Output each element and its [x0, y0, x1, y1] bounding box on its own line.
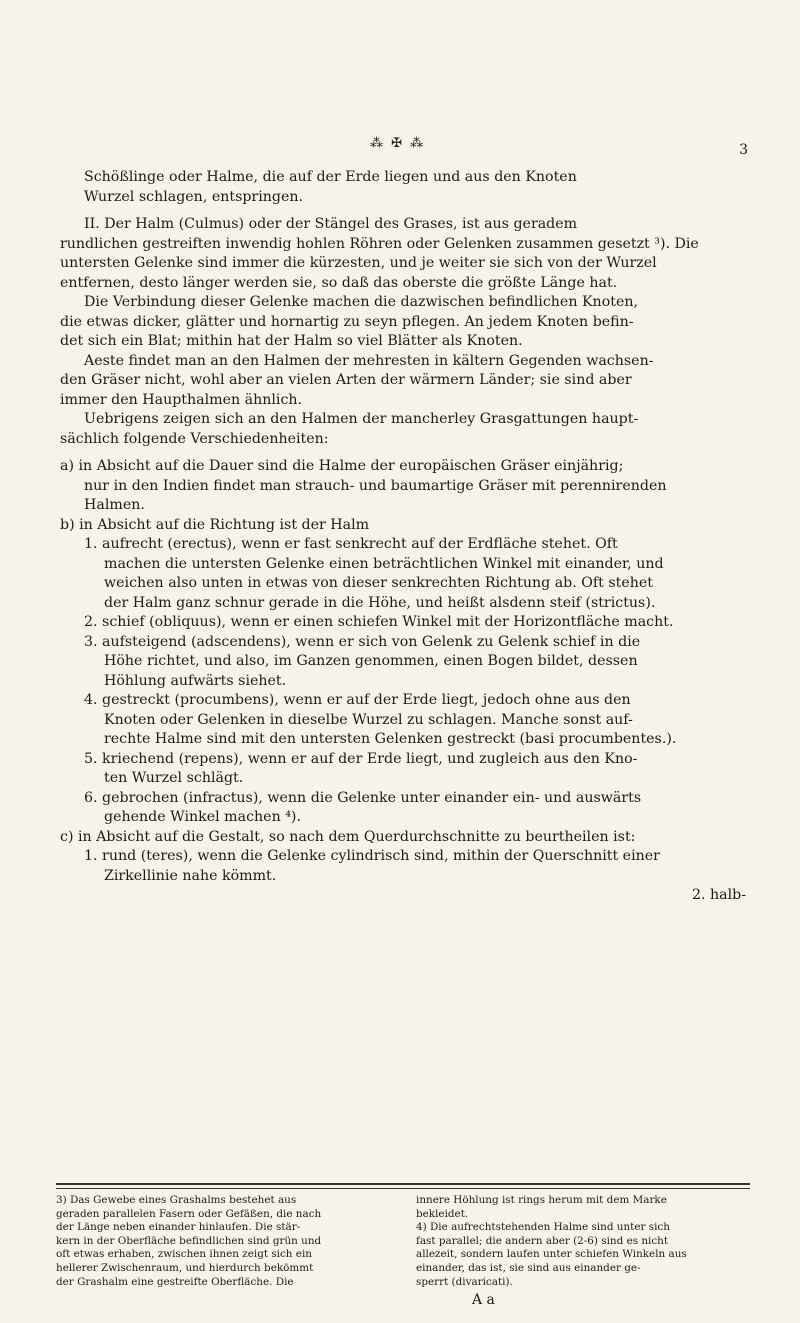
text-line: Wurzel schlagen, entspringen.: [84, 188, 304, 205]
text-line: Halmen.: [84, 497, 145, 513]
header-ornament: ⁂ ✠ ⁂: [370, 136, 426, 151]
text-line: Zirkellinie nahe kömmt.: [104, 867, 277, 884]
footnote-line: der Länge neben einander hinlaufen. Die stär-: [56, 1221, 301, 1234]
list-item-c1: 1. rund (teres), wenn die Gelenke cylindrisch sind, mithin der Querschnitt einer: [84, 848, 660, 864]
footnote-line: bekleidet.: [416, 1207, 469, 1220]
text-line: der Halm ganz schnur gerade in die Höhe, und heißt alsdenn steif (strictus).: [104, 594, 656, 611]
text-line: rechte Halme sind mit den untersten Gelenken gestreckt (basi procumbentes.).: [104, 731, 677, 747]
text-line: Höhlung aufwärts siehet.: [104, 672, 287, 689]
text-line: die etwas dicker, glätter und hornartig zu seyn pflegen. An jedem Knoten befin-: [60, 313, 634, 330]
footnote-line: einander, das ist, sie sind aus einander ge-: [416, 1261, 641, 1274]
footnote-line: oft etwas erhaben, zwischen ihnen zeigt sich ein: [56, 1248, 312, 1261]
list-item-b1: 1. aufrecht (erectus), wenn er fast senkrecht auf der Erdfläche stehet. Oft: [84, 536, 618, 552]
text-line: ten Wurzel schlägt.: [104, 770, 244, 786]
list-item-b: b) in Absicht auf die Richtung ist der Halm: [60, 516, 370, 533]
text-line: Knoten oder Gelenken in dieselbe Wurzel zu schlagen. Manche sonst auf-: [104, 711, 633, 728]
footnote-divider: [56, 1183, 750, 1189]
list-item-a: a) in Absicht auf die Dauer sind die Halme der europäischen Gräser einjährig;: [60, 458, 624, 474]
list-item-b5: 5. kriechend (repens), wenn er auf der Erde liegt, und zugleich aus den Kno-: [84, 750, 638, 767]
catchword: 2. halb-: [691, 887, 746, 903]
page-number: 3: [739, 142, 748, 158]
text-line: Höhe richtet, und also, im Ganzen genommen, einen Bogen bildet, dessen: [104, 653, 638, 669]
section-heading-halm: II. Der Halm (Culmus) oder der Stängel des Grases, ist aus geradem: [84, 216, 578, 232]
main-text: [60, 168, 750, 906]
text-line: det sich ein Blat; mithin hat der Halm so viel Blätter als Knoten.: [60, 333, 523, 349]
footnote-line: 3) Das Gewebe eines Grashalms bestehet aus: [56, 1194, 297, 1206]
footnote-line: kern in der Oberfläche befindlichen sind grün und: [56, 1234, 322, 1247]
text-line: Uebrigens zeigen sich an den Halmen der mancherley Grasgattungen haupt-: [84, 411, 639, 427]
footnote-line: fast parallel; die andern aber (2-6) sind es nicht: [416, 1234, 669, 1247]
printer-signature: A a: [472, 1292, 495, 1308]
footnote-column-left: [56, 1194, 396, 1289]
text-line: sächlich folgende Verschiedenheiten:: [60, 430, 329, 447]
text-line: immer den Haupthalmen ähnlich.: [60, 391, 303, 408]
footnotes: [56, 1194, 756, 1289]
text-line: entfernen, desto länger werden sie, so daß das oberste die größte Länge hat.: [60, 274, 618, 291]
footnote-line: innere Höhlung ist rings herum mit dem Marke: [416, 1194, 667, 1206]
text-line: nur in den Indien findet man strauch- und baumartige Gräser mit perennirenden: [84, 477, 667, 494]
text-line: Aeste findet man an den Halmen der mehresten in kältern Gegenden wachsen-: [84, 352, 654, 369]
text-line: untersten Gelenke sind immer die kürzesten, und je weiter sie sich von der Wurzel: [60, 255, 657, 271]
footnote-line: 4) Die aufrechtstehenden Halme sind unter sich: [416, 1221, 670, 1234]
footnote-line: der Grashalm eine gestreifte Oberfläche. Die: [56, 1275, 294, 1288]
list-item-b3: 3. aufsteigend (adscendens), wenn er sich von Gelenk zu Gelenk schief in die: [84, 633, 641, 650]
footnote-column-right: [416, 1194, 756, 1289]
text-line: weichen also unten in etwas von dieser senkrechten Richtung ab. Oft stehet: [104, 575, 653, 591]
text-line: gehende Winkel machen ⁴).: [104, 809, 301, 825]
footnote-line: allezeit, sondern laufen unter schiefen Winkeln aus: [416, 1248, 687, 1261]
text-line: rundlichen gestreiften inwendig hohlen Röhren oder Gelenken zusammen gesetzt ³). Die: [60, 235, 699, 252]
footnote-line: hellerer Zwischenraum, und hierdurch bekömmt: [56, 1261, 314, 1274]
text-line: den Gräser nicht, wohl aber an vielen Arten der wärmern Länder; sie sind aber: [60, 372, 632, 388]
list-item-b2: 2. schief (obliquus), wenn er einen schiefen Winkel mit der Horizontfläche macht.: [84, 614, 674, 630]
text-line: Die Verbindung dieser Gelenke machen die dazwischen befindlichen Knoten,: [84, 294, 638, 310]
footnote-line: sperrt (divaricati).: [416, 1275, 513, 1288]
text-line: Schößlinge oder Halme, die auf der Erde liegen und aus den Knoten: [84, 169, 577, 185]
text-line: machen die untersten Gelenke einen beträchtlichen Winkel mit einander, und: [104, 555, 664, 572]
list-item-b4: 4. gestreckt (procumbens), wenn er auf der Erde liegt, jedoch ohne aus den: [84, 692, 631, 708]
footnote-line: geraden parallelen Fasern oder Gefäßen, die nach: [56, 1207, 322, 1220]
list-item-b6: 6. gebrochen (infractus), wenn die Gelenke unter einander ein- und auswärts: [84, 789, 642, 806]
list-item-c: c) in Absicht auf die Gestalt, so nach dem Querdurchschnitte zu beurtheilen ist:: [60, 828, 636, 845]
